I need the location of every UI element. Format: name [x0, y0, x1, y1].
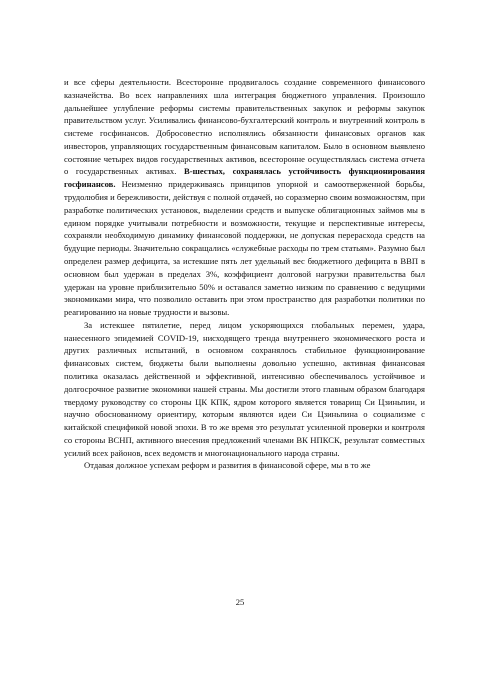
text-run: и все сферы деятельности. Всесторонне продвигалось создание современного финансового казначейства. Во всех направлениях шла интеграция бюджетного управления. Произошло дальнейшее углубление реформы системы правительственных закупок и реформы закупок правительством услуг. Усиливались финансово-бухгалтерский контроль и внутренний контроль в системе госфинансов. Добросовестно исполнялись обязанности финансовых органов как инвесторов, управляющих государственным финансовым капиталом. Было в основном выявлено состояние четырех видов государственных активов, всесторонне осуществлялась система отчета о государственных активах.: [64, 77, 425, 177]
body-text: [64, 76, 425, 472]
paragraph: [64, 76, 425, 319]
text-run: Отдавая должное успехам реформ и развития в финансовой сфере, мы в то же: [84, 460, 371, 471]
paragraph: [64, 459, 425, 472]
text-run: Неизменно придерживаясь принципов упорной и самоотверженной борьбы, трудолюбия и бережливости, действуя с полной отдачей, но соразмерно своим возможностям, при разработке политических установок, выделении средств и выпуске облигационных займов мы в едином порядке учитывали потребности и возможности, текущие и перспективные интересы, сохраняли необходимую динамику финансовой поддержки, не допуская перерасхода средств на будущие периоды. Значительно сокращались «служебные расходы по трем статьям». Разумно был определен размер дефицита, за истекшие пять лет удельный вес бюджетного дефицита в ВВП в основном был удержан в пределах 3%, коэффициент долговой нагрузки правительства был удержан на уровне приблизительно 50% и оставался заметно низким по сравнению с ведущими экономиками мира, что позволило оставить при этом пространство для разработки политики по реагированию на новые трудности и вызовы.: [64, 179, 425, 318]
text-run: За истекшее пятилетие, перед лицом ускоряющихся глобальных перемен, удара, нанесенного эпидемией COVID-19, нисходящего тренда внутреннего экономического роста и других различных испытаний, в основном сохранялось стабильное функционирование финансовых систем, бюджеты были выполнены довольно успешно, активная финансовая политика оказалась действенной и эффективной, интенсивно обеспечивалось устойчивое и долгосрочное развитие экономики нашей страны. Мы достигли этого главным образом благодаря твердому руководству со стороны ЦК КПК, ядром которого является товарищ Си Цзиньпин, и научно обоснованному ориентиру, которым являются идеи Си Цзиньпина о социализме с китайской спецификой новой эпохи. В то же время это результат усиленной проверки и контроля со стороны ВСНП, активного внесения предложений членами ВК НПКСК, результат совместных усилий всех районов, всех ведомств и многонационального народа страны.: [64, 319, 425, 458]
bold-text-run: В-шестых, сохранялась устойчивость функционирования госфинансов.: [64, 166, 425, 190]
page-number: 25: [235, 597, 245, 607]
paragraph: [64, 319, 425, 460]
